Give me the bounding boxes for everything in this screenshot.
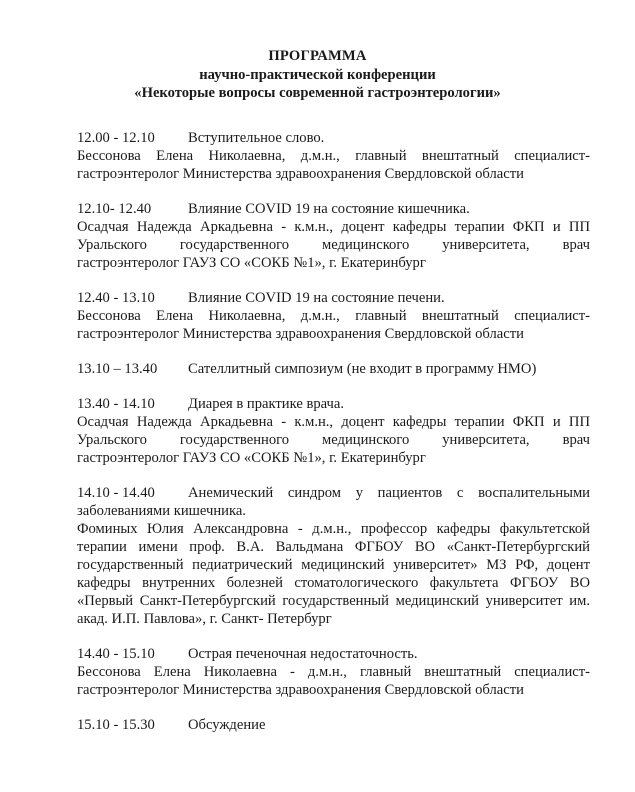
program-schedule (77, 129, 590, 751)
program-item (77, 645, 590, 699)
program-title: ПРОГРАММА (268, 48, 367, 64)
program-item (77, 200, 590, 272)
speaker-line: Осадчая Надежда Аркадьевна - к.м.н., доцент кафедры терапии ФКП и ПП (77, 219, 590, 235)
speaker-line: государственный педиатрический медицинский университет» МЗ РФ, доцент (77, 557, 590, 573)
program-item (77, 484, 590, 628)
speaker-line: Фоминых Юлия Александровна - д.м.н., профессор кафедры факультетской (77, 521, 590, 537)
speaker-info (77, 663, 590, 699)
session-time: 14.40 - 15.10 (77, 646, 155, 662)
session-topic: Обсуждение (188, 717, 266, 733)
speaker-line: гастроэнтеролог Министерства здравоохранения Свердловской области (77, 326, 524, 342)
session-topic: Сателлитный симпозиум (не входит в программу НМО) (188, 361, 537, 377)
program-item (77, 289, 590, 343)
speaker-line: гастроэнтеролог Министерства здравоохранения Свердловской области (77, 166, 524, 182)
speaker-line: акад. И.П. Павлова», г. Санкт- Петербург (77, 611, 332, 627)
speaker-line: терапии имени проф. В.А. Вальдмана ФГБОУ ВО «Санкт-Петербургский (77, 539, 590, 555)
speaker-line: гастроэнтеролог Министерства здравоохранения Свердловской области (77, 682, 524, 698)
speaker-line: Бессонова Елена Николаевна - д.м.н., главный внештатный специалист- (77, 664, 590, 680)
program-header (0, 47, 635, 103)
speaker-line: Уральского государственного медицинского университета, врач (77, 432, 590, 448)
session-time: 13.10 – 13.40 (77, 361, 158, 377)
session-topic-line: заболеваниями кишечника. (77, 503, 246, 519)
program-subtitle: научно-практической конференции (199, 66, 436, 83)
speaker-line: Бессонова Елена Николаевна, д.м.н., главный внештатный специалист- (77, 308, 590, 324)
session-time: 12.10- 12.40 (77, 201, 152, 217)
session-time: 12.00 - 12.10 (77, 130, 155, 146)
session-time: 14.10 - 14.40 (77, 485, 155, 501)
program-item (77, 360, 590, 378)
program-item (77, 129, 590, 183)
session-topic: Вступительное слово. (188, 130, 325, 146)
speaker-info (77, 520, 590, 628)
speaker-line: кафедры внутренних болезней стоматологического факультета ФГБОУ ВО (77, 575, 590, 591)
speaker-info (77, 307, 590, 343)
session-time: 15.10 - 15.30 (77, 717, 155, 733)
speaker-line: гастроэнтеролог ГАУЗ СО «СОКБ №1», г. Екатеринбург (77, 450, 426, 466)
speaker-info (77, 147, 590, 183)
session-topic: Диарея в практике врача. (188, 396, 344, 412)
program-item (77, 395, 590, 467)
session-topic: Влияние COVID 19 на состояние печени. (188, 290, 445, 306)
session-time: 12.40 - 13.10 (77, 290, 155, 306)
program-item (77, 716, 590, 734)
speaker-line: Уральского государственного медицинского университета, врач (77, 237, 590, 253)
conference-name: «Некоторые вопросы современной гастроэнтерологии» (134, 85, 501, 101)
speaker-info (77, 218, 590, 272)
speaker-info (77, 413, 590, 467)
session-time: 13.40 - 14.10 (77, 396, 155, 412)
speaker-line: Бессонова Елена Николаевна, д.м.н., главный внештатный специалист- (77, 148, 590, 164)
speaker-line: «Первый Санкт-Петербургский государственный медицинский университет им. (77, 593, 590, 609)
speaker-line: гастроэнтеролог ГАУЗ СО «СОКБ №1», г. Екатеринбург (77, 255, 426, 271)
session-topic: Острая печеночная недостаточность. (188, 646, 418, 662)
session-topic: Влияние COVID 19 на состояние кишечника. (188, 201, 470, 217)
session-topic-line: Анемический синдром у пациентов с воспалительными (188, 485, 590, 501)
speaker-line: Осадчая Надежда Аркадьевна - к.м.н., доцент кафедры терапии ФКП и ПП (77, 414, 590, 430)
